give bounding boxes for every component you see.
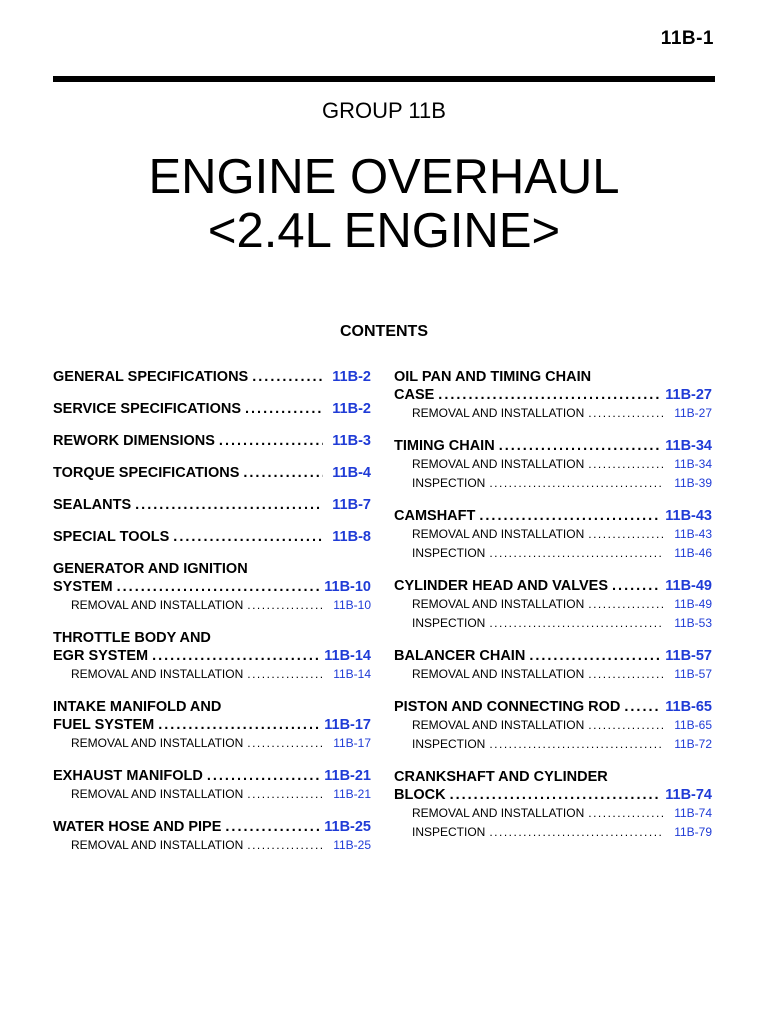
dot-leader [529, 647, 661, 665]
toc-entry-line[interactable] [394, 768, 712, 786]
toc-subentry-title: INSPECTION [412, 737, 486, 751]
header-rule [53, 76, 715, 82]
toc-subentry-page-number[interactable]: 11B-49 [674, 597, 712, 611]
toc-page-number[interactable]: 11B-2 [332, 369, 371, 385]
toc-entry [53, 767, 371, 804]
toc-entry [394, 698, 712, 754]
toc-subentry-page-number[interactable]: 11B-17 [333, 736, 371, 750]
toc-subentry-page-number[interactable]: 11B-53 [674, 616, 712, 630]
toc-entry-line[interactable] [394, 368, 712, 386]
toc-subentry-title: INSPECTION [412, 476, 486, 490]
dot-leader [588, 595, 664, 614]
toc-page-number[interactable]: 11B-65 [665, 699, 712, 715]
toc-entry [53, 698, 371, 753]
toc-entry-line[interactable] [394, 437, 712, 455]
dot-leader [135, 496, 323, 514]
toc-page-number[interactable]: 11B-17 [324, 717, 371, 733]
toc-subentry-page-number[interactable]: 11B-72 [674, 737, 712, 751]
toc-page-number[interactable]: 11B-10 [324, 579, 371, 595]
toc-right-column [394, 368, 712, 856]
toc-subentry[interactable] [394, 474, 712, 493]
toc-entry-line[interactable] [53, 818, 371, 836]
dot-leader [489, 823, 664, 842]
toc-entry-line[interactable] [53, 496, 371, 514]
dot-leader [243, 464, 323, 482]
toc-subentry-title: REMOVAL AND INSTALLATION [412, 806, 585, 820]
toc-page-number[interactable]: 11B-49 [665, 578, 712, 594]
toc-entry [394, 368, 712, 423]
toc-entry-title: GENERATOR AND IGNITION [53, 561, 248, 577]
toc-subentry[interactable] [394, 544, 712, 563]
toc-subentry[interactable] [53, 836, 371, 855]
toc-subentry-title: REMOVAL AND INSTALLATION [412, 718, 585, 732]
dot-leader [588, 525, 664, 544]
toc-entry [394, 647, 712, 684]
toc-subentry-page-number[interactable]: 11B-43 [674, 527, 712, 541]
dot-leader [158, 716, 320, 734]
toc-subentry[interactable] [394, 614, 712, 633]
toc-page-number[interactable]: 11B-21 [324, 768, 371, 784]
toc-entry [53, 368, 371, 386]
toc-entry-line[interactable] [394, 647, 712, 665]
dot-leader [479, 507, 661, 525]
toc-entry [394, 507, 712, 563]
toc-entry [53, 560, 371, 615]
toc-entry [394, 437, 712, 493]
toc-entry [53, 432, 371, 450]
toc-entry-line[interactable] [53, 629, 371, 647]
dot-leader [489, 474, 664, 493]
toc-subentry-title: REMOVAL AND INSTALLATION [412, 527, 585, 541]
toc-entry-title: EGR SYSTEM [53, 648, 149, 664]
group-label: GROUP 11B [322, 98, 446, 123]
dot-leader [245, 400, 323, 418]
toc-page-number[interactable]: 11B-34 [665, 438, 712, 454]
page-title [0, 150, 768, 258]
toc-entry [53, 818, 371, 855]
toc-entry [394, 577, 712, 633]
toc-subentry[interactable] [394, 455, 712, 474]
toc-entry-title: BALANCER CHAIN [394, 648, 526, 664]
dot-leader [247, 665, 323, 684]
toc-subentry[interactable] [394, 823, 712, 842]
dot-leader [173, 528, 323, 546]
toc-entry [53, 464, 371, 482]
dot-leader [624, 698, 661, 716]
toc-entry-title: BLOCK [394, 787, 446, 803]
toc-subentry-title: INSPECTION [412, 546, 486, 560]
dot-leader [450, 786, 662, 804]
dot-leader [152, 647, 320, 665]
toc-entry-title: SYSTEM [53, 579, 113, 595]
toc-subentry[interactable] [394, 804, 712, 823]
dot-leader [247, 785, 323, 804]
dot-leader [207, 767, 320, 785]
toc-page-number[interactable]: 11B-7 [332, 497, 371, 513]
toc-entry-line[interactable] [53, 400, 371, 418]
toc-entry-line[interactable] [53, 464, 371, 482]
toc-page-number[interactable]: 11B-43 [665, 508, 712, 524]
toc-entry-title: CRANKSHAFT AND CYLINDER [394, 769, 608, 785]
dot-leader [489, 544, 664, 563]
dot-leader [247, 596, 323, 615]
toc-entry-title: WATER HOSE AND PIPE [53, 819, 222, 835]
toc-subentry-page-number[interactable]: 11B-10 [333, 598, 371, 612]
toc-subentry-page-number[interactable]: 11B-14 [333, 667, 371, 681]
dot-leader [247, 836, 323, 855]
dot-leader [252, 368, 323, 386]
toc-subentry-title: INSPECTION [412, 616, 486, 630]
dot-leader [612, 577, 661, 595]
toc-subentry-title: REMOVAL AND INSTALLATION [71, 736, 244, 750]
dot-leader [588, 716, 664, 735]
toc-subentry-page-number[interactable]: 11B-74 [674, 806, 712, 820]
toc-subentry-page-number[interactable]: 11B-25 [333, 838, 371, 852]
toc-entry-line[interactable] [394, 577, 712, 595]
toc-page-number[interactable]: 11B-57 [665, 648, 712, 664]
toc-entry-title: THROTTLE BODY AND [53, 630, 211, 646]
toc-entry-line[interactable] [53, 767, 371, 785]
toc-entry-line[interactable] [394, 786, 712, 804]
dot-leader [219, 432, 323, 450]
toc-entry-line[interactable] [53, 432, 371, 450]
toc-subentry-page-number[interactable]: 11B-79 [674, 825, 712, 839]
dot-leader [489, 614, 664, 633]
toc-entry-title: TIMING CHAIN [394, 438, 495, 454]
toc-entry-line[interactable] [53, 560, 371, 578]
toc-entry-line[interactable] [53, 528, 371, 546]
toc-entry-title: SEALANTS [53, 497, 132, 513]
toc-subentry-page-number[interactable]: 11B-34 [674, 457, 712, 471]
title-line-1: ENGINE OVERHAUL [148, 150, 620, 204]
toc-subentry[interactable] [394, 716, 712, 735]
toc-entry-title: TORQUE SPECIFICATIONS [53, 465, 240, 481]
toc-page-number[interactable]: 11B-74 [665, 787, 712, 803]
toc-subentry[interactable] [394, 525, 712, 544]
toc-subentry[interactable] [53, 665, 371, 684]
toc-entry-title: FUEL SYSTEM [53, 717, 155, 733]
toc-entry-title: CAMSHAFT [394, 508, 476, 524]
page-number: 11B-1 [660, 28, 714, 49]
toc-page-number[interactable]: 11B-2 [332, 401, 371, 417]
toc-entry-title: GENERAL SPECIFICATIONS [53, 369, 249, 385]
toc-entry-title: REWORK DIMENSIONS [53, 433, 215, 449]
dot-leader [117, 578, 321, 596]
dot-leader [588, 404, 664, 423]
toc-entry-line[interactable] [394, 386, 712, 404]
toc-entry-title: PISTON AND CONNECTING ROD [394, 699, 621, 715]
toc-entry [53, 629, 371, 684]
toc-subentry-title: REMOVAL AND INSTALLATION [412, 406, 585, 420]
toc-subentry-title: REMOVAL AND INSTALLATION [71, 787, 244, 801]
toc-subentry[interactable] [53, 785, 371, 804]
toc-entry [53, 528, 371, 546]
toc-subentry-page-number[interactable]: 11B-39 [674, 476, 712, 490]
toc-subentry-page-number[interactable]: 11B-27 [674, 406, 712, 420]
toc-left-column [53, 368, 371, 869]
toc-entry-title: CASE [394, 387, 435, 403]
dot-leader [588, 804, 664, 823]
dot-leader [499, 437, 662, 455]
toc-entry-title: SERVICE SPECIFICATIONS [53, 401, 241, 417]
toc-subentry-page-number[interactable]: 11B-65 [674, 718, 712, 732]
toc-subentry[interactable] [53, 596, 371, 615]
toc-entry-line[interactable] [53, 698, 371, 716]
contents-heading: CONTENTS [340, 323, 428, 340]
toc-subentry-title: REMOVAL AND INSTALLATION [71, 598, 244, 612]
toc-subentry-title: INSPECTION [412, 825, 486, 839]
toc-subentry[interactable] [53, 734, 371, 753]
dot-leader [489, 735, 664, 754]
toc-entry-line[interactable] [53, 647, 371, 665]
toc-subentry-page-number[interactable]: 11B-57 [674, 667, 712, 681]
toc-entry-line[interactable] [394, 507, 712, 525]
toc-entry [53, 400, 371, 418]
toc-page-number[interactable]: 11B-3 [332, 433, 371, 449]
toc-page-number[interactable]: 11B-25 [324, 819, 371, 835]
toc-subentry-title: REMOVAL AND INSTALLATION [71, 667, 244, 681]
toc-entry-line[interactable] [394, 698, 712, 716]
toc-page-number[interactable]: 11B-27 [665, 387, 712, 403]
toc-entry-line[interactable] [53, 578, 371, 596]
toc-subentry[interactable] [394, 665, 712, 684]
dot-leader [438, 386, 661, 404]
toc-entry-line[interactable] [53, 368, 371, 386]
dot-leader [588, 455, 664, 474]
toc-entry [394, 768, 712, 842]
toc-page-number[interactable]: 11B-8 [332, 529, 371, 545]
toc-subentry-title: REMOVAL AND INSTALLATION [71, 838, 244, 852]
toc-entry-title: INTAKE MANIFOLD AND [53, 699, 222, 715]
toc-page-number[interactable]: 11B-4 [332, 465, 371, 481]
toc-subentry-page-number[interactable]: 11B-21 [333, 787, 371, 801]
toc-subentry-page-number[interactable]: 11B-46 [674, 546, 712, 560]
title-line-2: <2.4L ENGINE> [207, 204, 561, 258]
toc-subentry[interactable] [394, 404, 712, 423]
dot-leader [225, 818, 320, 836]
toc-page-number[interactable]: 11B-14 [324, 648, 371, 664]
toc-entry-line[interactable] [53, 716, 371, 734]
toc-entry-title: OIL PAN AND TIMING CHAIN [394, 369, 592, 385]
dot-leader [588, 665, 664, 684]
toc-subentry[interactable] [394, 735, 712, 754]
toc-entry-title: EXHAUST MANIFOLD [53, 768, 203, 784]
toc-subentry-title: REMOVAL AND INSTALLATION [412, 457, 585, 471]
toc-subentry-title: REMOVAL AND INSTALLATION [412, 667, 585, 681]
dot-leader [247, 734, 323, 753]
toc-subentry[interactable] [394, 595, 712, 614]
toc-entry [53, 496, 371, 514]
toc-subentry-title: REMOVAL AND INSTALLATION [412, 597, 585, 611]
toc-entry-title: SPECIAL TOOLS [53, 529, 170, 545]
toc-entry-title: CYLINDER HEAD AND VALVES [394, 578, 609, 594]
